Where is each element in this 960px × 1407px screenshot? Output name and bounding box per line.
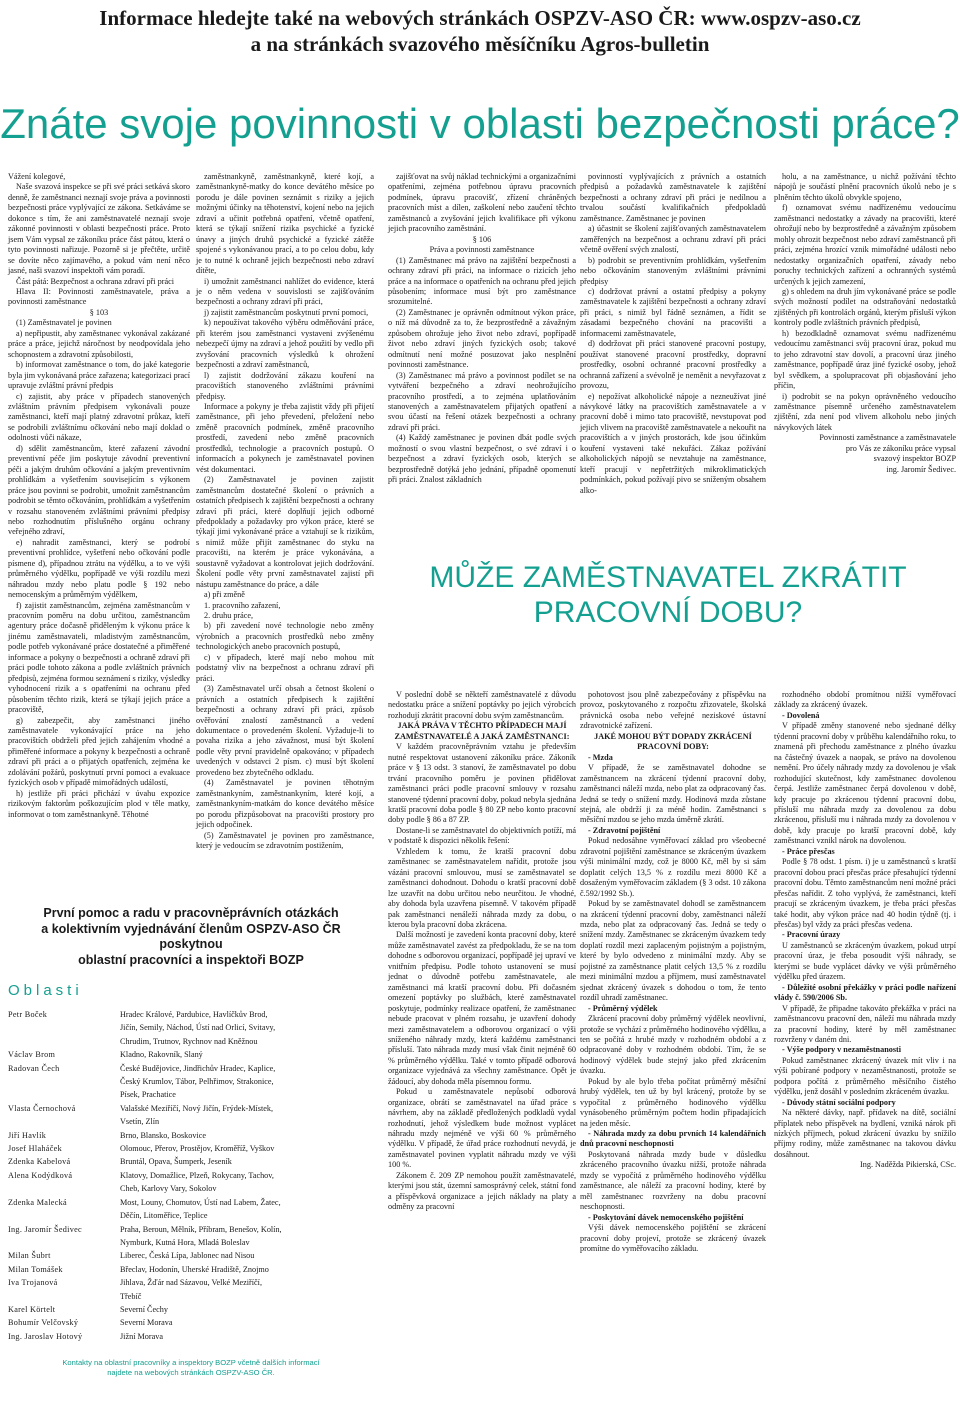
paragraph: (5) Zaměstnavatel je povinen pro zaměstnance, který je vedoucím se zdravotním postižením,: [196, 830, 374, 850]
paragraph: Naše svazová inspekce se při své práci setkává skoro denně, že zaměstnanci neznají svoje práva a povinnosti bezpečnosti práce vyplývající ze zákona. Setkáváme se dokonce s tím, že ani zaměstnavatelé neznají svoje zákonné povinnosti v oblasti bezpečnosti práce. Proto jsem Vám vypsal ze zákoníku práce část pátou, která o tyto povinnosti nařizuje. Pozorně si je přečtěte, určitě se dovíte něco zajímavého, a pokud vám není něco jasné, naši svazoví inspektoři vám poradí.: [8, 182, 190, 276]
contact-row: [8, 1008, 374, 1021]
paragraph: g) zabezpečit, aby zaměstnanci jiného zaměstnavatele vykonávající práce na jeho pracovištích obdrželi před jejich zahájením vhodné a přiměřené informace a pokyny k bezpečnosti a ochraně zdraví při práci a o přijatých opatřeních, zejména ke zdolávání požárů, poskytnutí první pomoci a evakuace fyzických osob v případě mimořádných událostí,: [8, 715, 190, 788]
contact-name: [8, 1290, 120, 1303]
paragraph: JAKÉ MOHOU BÝT DOPADY ZKRÁCENÍ PRACOVNÍ DOBY:: [594, 731, 752, 752]
paragraph: povinností vyplývajících z právních a ostatních předpisů a požadavků zaměstnavatele k zajištění bezpečnosti a ochrany zdraví při práci je nedílnou a trvalou součástí kvalifikačních předpokladů zaměstnance. Zaměstnanec je povinen: [580, 172, 766, 223]
paragraph: V případě změny stanovené nebo sjednané délky týdenní pracovní doby v průběhu kalendářního roku, to znamená při přechodu zaměstnance z plného úvazku na částečný úvazek a naopak, se právo na dovolenou nemění. Pro účely náhrady mzdy za dovolenou je však rozhodující skutečnost, kdy zaměstnanec dovolenou čerpá. Jestliže zaměstnanec čerpá dovolenou v době, kdy pracuje po zkrácenou týdenní pracovní dobu, přísluší mu náhrada mzdy za dovolenou za dobu zkrácenou, přísluší mu i náhrada mzdy za dovolenou v době, kdy pracuje po kratší pracovní době, kdy zaměstnanci vznikl nárok na dovolenou.: [774, 721, 956, 846]
contacts-title-line-2: a kolektivním vyjednávání členům OSPZV-ASO ČR poskytnou: [41, 921, 341, 951]
contact-region: Hradec Králové, Pardubice, Havlíčkův Brod,: [120, 1010, 268, 1019]
oblasti-label: Oblasti: [8, 982, 83, 999]
contact-row: [8, 1062, 374, 1075]
paragraph: b) podrobit se preventivním prohlídkám, vyšetřením nebo očkováním stanoveným zvláštními právními předpisy: [580, 255, 766, 286]
contacts-title-line-3: oblastní pracovníci a inspektoři BOZP: [78, 952, 304, 967]
contact-row: [8, 1048, 374, 1061]
article2-column-1: [388, 690, 576, 1402]
contact-name: [8, 1182, 120, 1195]
paragraph: zajišťovat na svůj náklad technickými a organizačními opatřeními, zejména potřebnou úpravu pracovních podmínek, úpravu pracovišť, zřízení chráněných pracovních míst a dílen, zaškolení nebo zaučení těchto zaměstnanců a zvyšování jejich kvalifikace při výkonu jejich pracovního zaměstnání.: [388, 172, 576, 234]
paragraph: Podle § 78 odst. 1 písm. i) je u zaměstnanců s kratší pracovní dobou prací přesčas práce přesahující týdenní pracovní dobu. Těmto zaměstnancům není možné práci přesčas nařídit. Z toho vyplývá, že zaměstnanci, kteří pracují se zkráceným úvazkem, je třeba práci přesčas také hodit, aby výkon práce nad 40 hodin týdně (tj. i přesčas) byl vždy za práci přesčas vedena.: [774, 857, 956, 929]
paragraph: d) sdělit zaměstnancům, které zařazení závodní preventivní péče jim poskytuje závodní preventivní péči a jakým druhům očkování a jakým preventivním prohlídkám a vyšetřením souvisejícím s výkonem práce jsou povinni se podrobit, umožnit zaměstnancům podrobit se těmto očkováním, prohlídkám a vyšetřením v rozsahu stanoveném zvláštními právními předpisy nebo rozhodnutím příslušného orgánu ochrany veřejného zdraví,: [8, 443, 190, 537]
contact-region: Most, Louny, Chomutov, Ústí nad Labem, Žatec,: [120, 1197, 281, 1207]
paragraph: - Pracovní úrazy: [782, 930, 841, 940]
contact-region: Jičín, Semily, Náchod, Ústí nad Orlicí, Svitavy,: [120, 1023, 276, 1033]
article2-headline: MŮŽE ZAMĚSTNAVATEL ZKRÁTIT PRACOVNÍ DOBU?: [429, 561, 907, 629]
paragraph: pohotovost jsou plně zabezpečovány z příspěvku na provoz, poskytovaného z rozpočtu zřizovatele, školská právnická osoba nebo veřejné neziskové ústavní zdravotnické zařízení.: [580, 690, 766, 731]
contact-name: Alena Kodýdková: [8, 1170, 73, 1180]
contact-name: Karel Körtelt: [8, 1304, 56, 1314]
paragraph: - Dovolená: [782, 710, 820, 720]
contact-name: Zdenka Malecká: [8, 1197, 67, 1207]
paragraph: i) umožnit zaměstnanci nahlížet do evidence, která je o něm vedena v souvislosti se zajišťováním bezpečnosti a ochrany zdraví při práci,: [196, 276, 374, 307]
paragraph: (1) Zaměstnanec má právo na zajištění bezpečnosti a ochrany zdraví při práci, na informace o rizicích jeho práce a na informace o opatřeních na ochranu před jejich působením; informace musí být pro zaměstnance srozumitelné.: [388, 255, 576, 307]
contact-row: [8, 1316, 374, 1329]
contacts-list: [8, 1008, 374, 1343]
paragraph: Další možností je zavedení konta pracovní doby, které může zaměstnavatel zavést za předpokladu, že se na tom dohodne s odborovou organizací, popřípadě jej upraví ve vnitřním předpisu. Podle tohoto ustanovení se musí jednat o důvodně potřebu zaměstnavatele, ale zaměstnanci má kratší pracovní dobu. Při dočasném omezení poptávky po službách, které zaměstnavatel poskytuje, podmínky realizace opatření, že zaměstnanec nebude pracovat v plném rozsahu, je uzavření dohody mezi zaměstnavatelem a odborovou organizací o výši sníženého náhrady mzdy, která každému zaměstnanci přísluší. Tato náhrada mzdy musí však činit nejméně 60 % průměrného výdělku. Také v tomto případě odborová organizace vyjednává za všechny zaměstnance. Opět je žádoucí, aby dohoda měla písemnou formu.: [388, 930, 576, 1086]
contact-row: [8, 1129, 374, 1142]
paragraph: V případě, že se zaměstnavatel dohodne se zaměstnancem na zkrácení týdenní pracovní doby, zaměstnanci náleží mzda, nebo plat za odpracovaný čas. Jedná se tedy o snížení mzdy. Hodinová mzda zůstane stejná, ale obdrží ji za méně hodin. Zaměstnanci s měsíční mzdou se jeho mzda úměrně zkrátí.: [580, 763, 766, 825]
contact-name: [8, 1075, 120, 1088]
contact-region: Brno, Blansko, Boskovice: [120, 1130, 206, 1140]
contacts-box-title: [8, 906, 374, 968]
paragraph: g) s ohledem na druh jím vykonávané práce se podle svých možností podílet na odstraňování nedostatků zjištěných při kontrolách orgánů, kterým přísluší výkon kontroly podle zvláštních právních předpisů,: [774, 286, 956, 328]
paragraph: ing. Jaromír Šedivec.: [886, 464, 956, 474]
contact-name: Josef Hlaháček: [8, 1144, 62, 1154]
contacts-footer: [8, 1358, 374, 1378]
contact-name: Ing. Jaromír Šedivec: [8, 1224, 82, 1234]
article1-column-4: [580, 172, 766, 495]
paragraph: Vážení kolegové,: [8, 172, 66, 181]
contact-name: Milan Šubrt: [8, 1251, 51, 1261]
contact-row: [8, 1303, 374, 1316]
paragraph: U zaměstnanců se zkráceným úvazkem, pokud utrpí pracovní úraz, je třeba posoudit výši náhrady, se kterými se bude vyplácet dávky ve výši průměrného výdělku před úrazem.: [774, 940, 956, 982]
contact-region: Praha, Beroun, Mělník, Příbram, Benešov, Kolín,: [120, 1224, 282, 1234]
paragraph: f) zajistit zaměstnancům, zejména zaměstnancům v pracovním poměru na dobu určitou, zaměstnancům agentury práce dočasně přiděleným k výkonu práce k jinému zaměstnavateli, mladistvým zaměstnancům, podle potřeb vykonávané práce dostatečné a přiměřené informace a pokyny o bezpečnosti a ochraně zdraví při práci podle tohoto zákona a podle zvláštních právních předpisů, zejména formou seznámení s riziky, výsledky vyhodnocení rizik a s opatřeními na ochranu před působením těchto rizik, která se týkají jejich práce a pracoviště,: [8, 600, 190, 715]
paragraph: Zákonem č. 209 ZP nemohou použít zaměstnavatelé, kterými jsou stát, územní samosprávný celek, státní fond a příspěvková organizace a jejich náklady na platy a odměny za pracovní: [388, 1170, 576, 1212]
contact-row: [8, 1182, 374, 1195]
paragraph: f) oznamovat svému nadřízenému vedoucímu zaměstnanci nedostatky a závady na pracovišti, které ohrožují nebo by bezprostředně a závažným způsobem mohly ohrozit bezpečnost nebo zdraví zaměstnanců při práci, zejména hrozící vznik mimořádné události nebo nedostatky organizačních opatření, závady nebo poruchy technických zařízení a ochranných systémů určených k jejich zamezení,: [774, 203, 956, 286]
page-title: Znáte svoje povinnosti v oblasti bezpečnosti práce?: [0, 100, 960, 147]
contact-region: Klatovy, Domažlice, Plzeň, Rokycany, Tachov,: [120, 1170, 274, 1180]
paragraph: h) jestliže při práci přichází v úvahu expozice rizikovým faktorům poškozujícím plod v těle matky, informovat o tom zaměstnankyně. Těhotné: [8, 788, 190, 819]
paragraph: a) účastnit se školení zajišťovaných zaměstnavatelem zaměřených na bezpečnost a ochranu zdraví při práci včetně ověření svých znalostí,: [580, 224, 766, 255]
contact-region: Děčín, Litoměřice, Teplice: [120, 1211, 208, 1221]
paragraph: - Důvody státní sociální podpory: [782, 1097, 896, 1107]
paragraph: Zkrácení pracovní doby průměrný výdělek neovlivní, protože se vychází z průměrného hodinového výdělku, a ten se počítá z hrubé mzdy v rozhodném období a z odpracované doby v rozhodném období. Tím, že se hodinový výdělek bude stejný jako před zkrácením úvazku.: [580, 1014, 766, 1076]
article1-column-1: [8, 172, 190, 898]
contact-region: Jihlava, Žďár nad Sázavou, Velké Meziříčí,: [120, 1278, 263, 1288]
paragraph: i) podrobit se na pokyn oprávněného vedoucího zaměstnance písemně určeného zaměstnavatelem zjištění, zda není pod vlivem alkoholu nebo jiných návykových látek: [774, 391, 956, 432]
paragraph: zaměstnankyně, zaměstnankyně, které kojí, a zaměstnankyně-matky do konce devátého měsíce po porodu je dále povinen seznámit s riziky a jejich možnými účinky na těhotenství, kojení nebo na jejich zdraví a učinit potřebná opatření, včetně opatření, která se týkají snížení rizika psychické a fyzické únavy a jiných druhů psychické a fyzické zátěže spojené s vykonávanou prací, a to po celou dobu, kdy je to nutné k ochraně jejich bezpečnosti nebo zdraví dítěte,: [196, 172, 374, 276]
paragraph: c) zajistit, aby práce v případech stanovených zvláštním právním předpisem vykonávali pouze zaměstnanci, kteří mají platný zdravotní průkaz, kteří se podrobili zvláštnímu očkování nebo mají doklad o odolnosti vůči nákaze,: [8, 391, 190, 443]
paragraph: h) bezodkladně oznamovat svému nadřízenému vedoucímu zaměstnanci svůj pracovní úraz, pokud mu to jeho zdravotní stav dovolí, a pracovní úraz jiného zaměstnance, popřípadě úraz jiné fyzické osoby, jehož byl svědkem, a spolupracovat při objasňování jeho příčin,: [774, 328, 956, 391]
paragraph: (2) Zaměstnanec je oprávněn odmítnout výkon práce, o níž má důvodně za to, že bezprostředně a závažným způsobem ohrožuje jeho život nebo zdraví, popřípadě život nebo zdraví jiných fyzických osob; takové odmítnutí není možné posuzovat jako nesplnění povinnosti zaměstnance.: [388, 307, 576, 370]
contact-row: [8, 1035, 374, 1048]
paragraph: c) dodržovat právní a ostatní předpisy a pokyny zaměstnavatele k zajištění bezpečnosti a ochrany zdraví při práci, s nimiž byl řádně seznámen, a řídit se zásadami bezpečného chování na pracovišti a informacemi zaměstnavatele,: [580, 286, 766, 338]
paragraph: (4) Každý zaměstnanec je povinen dbát podle svých možností o svou vlastní bezpečnost, o své zdraví i o bezpečnost a zdraví fyzických osob, kterých se bezprostředně dotýká jeho jednání, případně opomenutí při práci. Znalost základních: [388, 433, 576, 485]
contact-row: [8, 1276, 374, 1289]
paragraph: d) dodržovat při práci stanovené pracovní postupy, používat stanovené pracovní prostředky, dopravní prostředky, osobní ochranné pracovní prostředky a ochranná zařízení a svévolně je neměnit a nevyřazovat z provozu,: [580, 339, 766, 391]
contact-region: Nymburk, Kutná Hora, Mladá Boleslav: [120, 1237, 250, 1247]
paragraph: Pokud zaměstnanec zkrácený úvazek mít vliv i na výši pobírané podpory v nezaměstnanosti, protože se podpora počítá z průměrného měsíčního čistého výdělku, jenž dosáhl v posledním zkráceném úvazku.: [774, 1055, 956, 1097]
paragraph: (1) Zaměstnavatel je povinen: [16, 318, 112, 328]
contact-region: Třebíč: [120, 1291, 142, 1301]
contact-row: [8, 1290, 374, 1303]
contacts-box: [8, 906, 374, 1402]
contact-name: Vlasta Černochová: [8, 1103, 76, 1113]
contacts-footer-line-2: najdete na webových stránkách OSPZV-ASO ČR.: [107, 1368, 275, 1377]
paragraph: Pokud u zaměstnavatele nepůsobí odborová organizace, obrátí se zaměstnavatel na úřad práce s návrhem, aby na základě předložených podkladů vydal rozhodnutí, jehož výsledkem bude možnost vyplácet náhradu mzdy nejméně ve výši 60 % průměrného výdělku. V případě, že úřad práce rozhodnutí nevydá, je zaměstnavatel povinen vyplatit náhradu mzdy ve výši 100 %.: [388, 1087, 576, 1170]
contact-region: Valašské Meziříčí, Nový Jičín, Frýdek-Místek,: [120, 1103, 274, 1113]
contact-region: Cheb, Karlovy Vary, Sokolov: [120, 1184, 217, 1194]
paragraph: Výši dávek nemocenského pojištění se zkrácení pracovní doby projeví, protože se zkrácený úvazek promítne do vyměřovacího základu.: [580, 1223, 766, 1254]
contact-region: Český Krumlov, Tábor, Pelhřimov, Strakonice,: [120, 1077, 274, 1087]
paragraph: JAKÁ PRÁVA V TĚCHTO PŘÍPADECH MAJÍ ZAMĚSTNAVATELÉ A JAKÁ ZAMĚSTNANCI:: [394, 721, 570, 741]
paragraph: § 106: [472, 234, 492, 244]
paragraph: V případě, že připadne takováto překážka v práci na zaměstnancovu pracovní den, náleží mu náhrada mzdy za pracovní hodiny, které by měl zaměstnanec rozvrženy v daném dni.: [774, 1003, 956, 1044]
contact-name: Zdenka Kabelová: [8, 1157, 71, 1167]
contact-name: [8, 1035, 120, 1048]
contact-name: [8, 1236, 120, 1249]
paragraph: (3) Zaměstnavatel určí obsah a četnost školení o právních a ostatních předpisech k zajištění bezpečnosti a ochrany zdraví při práci, způsob ověřování znalostí zaměstnanců a vedení dokumentace o provedeném školení. Vyžaduje-li to povaha rizika a jeho závažnost, musí být školení podle věty první pravidelně opakováno; v případech uvedených v odstavci 2 písm. c) musí být školení provedeno bez zbytečného odkladu.: [196, 684, 374, 777]
paragraph: Poskytovaná náhrada mzdy bude v důsledku zkráceného pracovního úvazku nižší, protože náhrada mzdy se vypočítá z průměrného hodinového výdělku zaměstnance, ale náleží za pracovní hodiny, které by měl zaměstnanec rozvrženy na dobu pracovní neschopnosti.: [580, 1149, 766, 1212]
contact-row: [8, 1142, 374, 1155]
paragraph: b) informovat zaměstnance o tom, do jaké kategorie byla jim vykonávaná práce zařazena; kategorizaci prací upravuje zvláštní právní předpis: [8, 360, 190, 391]
paragraph: svazový inspektor BOZP: [873, 454, 956, 464]
contact-row: [8, 1088, 374, 1101]
contacts-title-line-1: První pomoc a radu v pracovněprávních otázkách: [43, 906, 339, 920]
contact-region: Břeclav, Hodonín, Uherské Hradiště, Znojmo: [120, 1264, 269, 1274]
paragraph: (4) Zaměstnavatel je povinen těhotným zaměstnankyním, zaměstnankyním, které kojí, a zaměstnankyním-matkám do konce devátého měsíce po porodu přizpůsobovat na pracovišti prostory pro jejich odpočinek.: [196, 778, 374, 830]
paragraph: Povinnosti zaměstnance a zaměstnavatele: [819, 433, 956, 443]
paragraph: - Poskytování dávek nemocenského pojištění: [588, 1212, 744, 1222]
paragraph: 1. pracovního zařazení,: [204, 600, 281, 610]
paragraph: a) nepřipustit, aby zaměstnanec vykonával zakázané práce a práce, jejichž náročnost by neodpovídala jeho schopnostem a zdravotní způsobilosti,: [8, 328, 190, 359]
paragraph: V poslední době se někteří zaměstnavatelé z důvodu nedostatku práce a snížení poptávky po jejich výrobcích rozhodují zkrátit pracovní dobu svým zaměstnancům.: [388, 690, 576, 720]
contact-name: [8, 1021, 120, 1034]
paragraph: c) v případech, které mají nebo mohou mít podstatný vliv na bezpečnost a ochranu zdraví při práci.: [196, 652, 374, 683]
paragraph: 2. druhu práce,: [204, 611, 254, 621]
paragraph: Práva a povinnosti zaměstnance: [429, 245, 535, 255]
paragraph: l) zajistit dodržování zákazu kouření na pracovištích stanoveného zvláštními právními předpisy.: [196, 370, 374, 401]
paragraph: holu, a na zaměstnance, u nichž požívání těchto nápojů je součástí plnění pracovních úkolů nebo je s plněním těchto úkolů obvykle spojeno,: [774, 172, 956, 202]
paragraph: k) nepoužívat takového výběru odměňování práce, při kterém jsou zaměstnanci vystaveni zvýšenému nebezpečí újmy na zdraví a jehož použití by vedlo při zvyšování pracovních výsledků k ohrožení bezpečnosti a zdraví zaměstnanců,: [196, 318, 374, 370]
paragraph: Část pátá: Bezpečnost a ochrana zdraví při práci: [16, 276, 174, 286]
contact-name: Radovan Čech: [8, 1063, 60, 1073]
contact-region: Vsetín, Zlín: [120, 1117, 160, 1127]
contact-row: [8, 1249, 374, 1262]
contact-name: Milan Tomášek: [8, 1264, 63, 1274]
contact-name: Jiří Havlík: [8, 1130, 47, 1140]
contact-region: České Budějovice, Jindřichův Hradec, Kaplice,: [120, 1063, 276, 1073]
article2-column-3: [774, 690, 956, 1402]
contact-region: Severní Morava: [120, 1318, 173, 1328]
contact-row: [8, 1330, 374, 1343]
contact-name: [8, 1115, 120, 1128]
paragraph: Pokud by ale bylo třeba počítat průměrný měsíční hrubý výdělek, ten už by byl krácený, protože by se vypočítal z průměrného hodinového výdělku vynásobeného průměrným počtem hodin připadajících na jeden měsíc.: [580, 1076, 766, 1128]
article1-column-2: [196, 172, 374, 906]
paragraph: § 103: [89, 307, 109, 317]
contact-row: [8, 1115, 374, 1128]
contact-region: Liberec, Česká Lípa, Jablonec nad Nisou: [120, 1251, 255, 1261]
paragraph: Pokud by se zaměstnavatel dohodl se zaměstnancem na zkrácení týdenní pracovní doby, zaměstnanci náleží mzda, nebo plat za odpracovaný čas. Jedná se tedy o snížení mzdy. Zaměstnanec se zkráceným úvazkem tedy doplatí rozdíl mezi zaplaceným pojistným a pojistným, které by bylo odvedeno z minimální mzdy. Aby se pojistné za zaměstnance platit celých 13,5 % z rozdílu mezi minimální mzdou a příjmem, musí zaměstnavatel sjednat zkrácený úvazek s dohodou o tom, že tento rozdíl uhradí zaměstnanec.: [580, 899, 766, 1003]
paragraph: Hlava II: Povinnosti zaměstnavatele, práva a povinnosti zaměstnance: [8, 286, 190, 307]
paragraph: - Průměrný výdělek: [588, 1003, 658, 1013]
contact-row: [8, 1209, 374, 1222]
paragraph: - Důležité osobní překážky v práci podle nařízení vlády č. 590/2006 Sb.: [774, 982, 956, 1003]
contacts-footer-line-1: Kontakty na oblastní pracovníky a inspektory BOZP včetně dalších informací: [62, 1358, 320, 1367]
contact-region: Jižní Morava: [120, 1331, 163, 1341]
contact-name: Václav Brom: [8, 1050, 56, 1060]
contact-region: Kladno, Rakovník, Slaný: [120, 1050, 203, 1060]
contact-name: [8, 1209, 120, 1222]
paragraph: rozhodného období promítnou nižší vyměřovací základy za zkrácený úvazek.: [774, 690, 956, 710]
header-line-2: a na stránkách svazového měsíčníku Agros-bulletin: [250, 32, 710, 56]
paragraph: - Mzda: [588, 752, 613, 762]
paragraph: (3) Zaměstnanec má právo a povinnost podílet se na vytváření bezpečného a zdraví neohrožujícího pracovního prostředí, a to zejména uplatňováním stanovených a zaměstnavatelem přijatých opatření a svou účastí na řešení otázek bezpečnosti a ochrany zdraví při práci.: [388, 370, 576, 432]
contact-region: Písek, Prachatice: [120, 1090, 176, 1100]
paragraph: - Práce přesčas: [782, 846, 835, 856]
contact-row: [8, 1169, 374, 1182]
contact-row: [8, 1263, 374, 1276]
contact-region: Severní Čechy: [120, 1304, 168, 1314]
contact-row: [8, 1102, 374, 1115]
contact-row: [8, 1075, 374, 1088]
contact-name: Petr Boček: [8, 1010, 48, 1019]
paragraph: - Výše podpory v nezaměstnanosti: [782, 1045, 902, 1055]
paragraph: Na některé dávky, např. přídavek na dítě, sociální příplatek nebo příspěvek na bydlení, vzniká nárok při nízkých příjmech, pokud zkrácení úvazku by snížilo příjmy rodiny, může zaměstnanec na takovou dávku dosáhnout.: [774, 1108, 956, 1159]
paragraph: V každém pracovněprávním vztahu je především nutné respektovat ustanovení zákoníku práce. Zákoník práce v § 13 odst. 3 stanoví, že zaměstnavatel po dobu trvání pracovního poměru je povinen přidělovat zaměstnanci práci podle pracovní smlouvy v rozsahu stanovené týdenní pracovní doby, pokud nebyla sjednána kratší pracovní doba podle § 80 ZP nebo konto pracovní doby podle § 86 a 87 ZP.: [388, 742, 576, 825]
contact-region: Bruntál, Opava, Šumperk, Jeseník: [120, 1157, 232, 1167]
contact-row: [8, 1196, 374, 1209]
paragraph: e) nahradit zaměstnanci, který se podrobí preventivní prohlídce, vyšetření nebo očkování podle písmene d), případnou ztrátu na výdělku, a to ve výši průměrného výdělku, popřípadě ve výši rozdílu mezi náhradou mzdy nebo platu podle § 192 nebo nemocenským a průměrným výdělkem,: [8, 537, 190, 600]
contact-row: [8, 1155, 374, 1168]
contact-name: Bohumír Velčovský: [8, 1318, 79, 1328]
paragraph: - Náhrada mzdy za dobu prvních 14 kalendářních dnů pracovní neschopnosti: [580, 1129, 766, 1149]
contact-region: Chrudim, Trutnov, Rychnov nad Kněžnou: [120, 1036, 258, 1046]
paragraph: a) při změně: [204, 590, 245, 600]
paragraph: Dostane-li se zaměstnavatel do objektivních potíží, má v podstatě k dispozici několik řešení:: [388, 825, 576, 846]
paragraph: Pokud nedosáhne vyměřovací základ pro všeobecné zdravotní pojištění zaměstnance se zkráceným úvazkem výši minimální mzdy, což je 8000 Kč, měl by si sám doplatit celých 13,5 % z rozdílu mezi 8000 Kč a dosaženým vyměřovacím základem (§ 3 odst. 10 zákona č.592/1992 Sb.).: [580, 836, 766, 898]
article1-column-3: [388, 172, 576, 485]
contact-row: [8, 1223, 374, 1236]
paragraph: b) při zavedení nové technologie nebo změny výrobních a pracovních prostředků nebo změny technologických anebo pracovních postupů,: [196, 621, 374, 652]
paragraph: Informace a pokyny je třeba zajistit vždy při přijetí zaměstnance, při jeho převedení, přeložení nebo změně pracovních podmínek, změně pracovního prostředí, zavedení nebo změně pracovních prostředků, technologie a pracovních postupů. O informacích a pokynech je zaměstnavatel povinen vést dokumentaci.: [196, 401, 374, 474]
article1-column-5: [774, 172, 956, 472]
contact-row: [8, 1236, 374, 1249]
contact-name: Ing. Jaroslav Hotový: [8, 1331, 83, 1341]
paragraph: Ing. Naděžda Pikierská, CSc.: [860, 1160, 956, 1170]
paragraph: Vzhledem k tomu, že kratší pracovní dobu zaměstnanec se zaměstnavatelem nařídit, protože jsou vázáni pracovní smlouvou, musí se zaměstnavatel se zaměstnanci dohodnout. Dohodu o kratší pracovní době lze uzavřít na dobu určitou nebo neurčitou. Je vhodné, aby dohoda byla uzavřena písemně. V takovém případě pak zaměstnanci nenáleží náhrada mzdy za dobu, o kterou byla pracovní doba zkrácena.: [388, 846, 576, 929]
contact-name: Iva Trojanová: [8, 1278, 58, 1288]
paragraph: - Zdravotní pojištění: [588, 825, 661, 835]
contact-name: [8, 1088, 120, 1101]
paragraph: (2) Zaměstnavatel je povinen zajistit zaměstnancům dostatečné školení o právních a ostatních předpisech k zajištění bezpečnosti a ochrany zdraví při práci, které doplňují jejich odborné předpoklady a požadavky pro výkon práce, které se týkají jimi vykonávané práce a vztahují se k rizikům, s nimiž může přijít zaměstnanec do styku na pracovišti, na kterém je práce vykonávána, a soustavně vyžadovat a kontrolovat jejich dodržování. Školení podle věty první zaměstnavatel zajistí při nástupu zaměstnance do práce, a dále: [196, 475, 374, 589]
header-line-1: Informace hledejte také na webových stránkách OSPZV-ASO ČR: www.ospzv-aso.cz: [99, 6, 861, 30]
article2-column-2: [580, 690, 766, 1402]
paragraph: pro Vás ze zákoníku práce vypsal: [845, 443, 956, 453]
contact-row: [8, 1021, 374, 1034]
paragraph: j) zajistit zaměstnancům poskytnutí první pomoci,: [204, 307, 369, 317]
contact-region: Olomouc, Přerov, Prostějov, Kroměříž, Vyškov: [120, 1144, 275, 1154]
paragraph: e) nepožívat alkoholické nápoje a nezneužívat jiné návykové látky na pracovištích zaměstnavatele a v pracovní době i mimo tato pracoviště, nevstupovat pod jejich vlivem na pracoviště zaměstnavatele a nekouřit na pracovištích a v jiných prostorách, kde jsou účinkům kouření vystaveni také nekuřáci. Zákaz požívání alkoholických nápojů se nevztahuje na zaměstnance, kteří pracují v nepřetržitých mikroklimatických podmínkách, pokud požívají pivo se sníženým obsahem alko-: [580, 391, 766, 495]
